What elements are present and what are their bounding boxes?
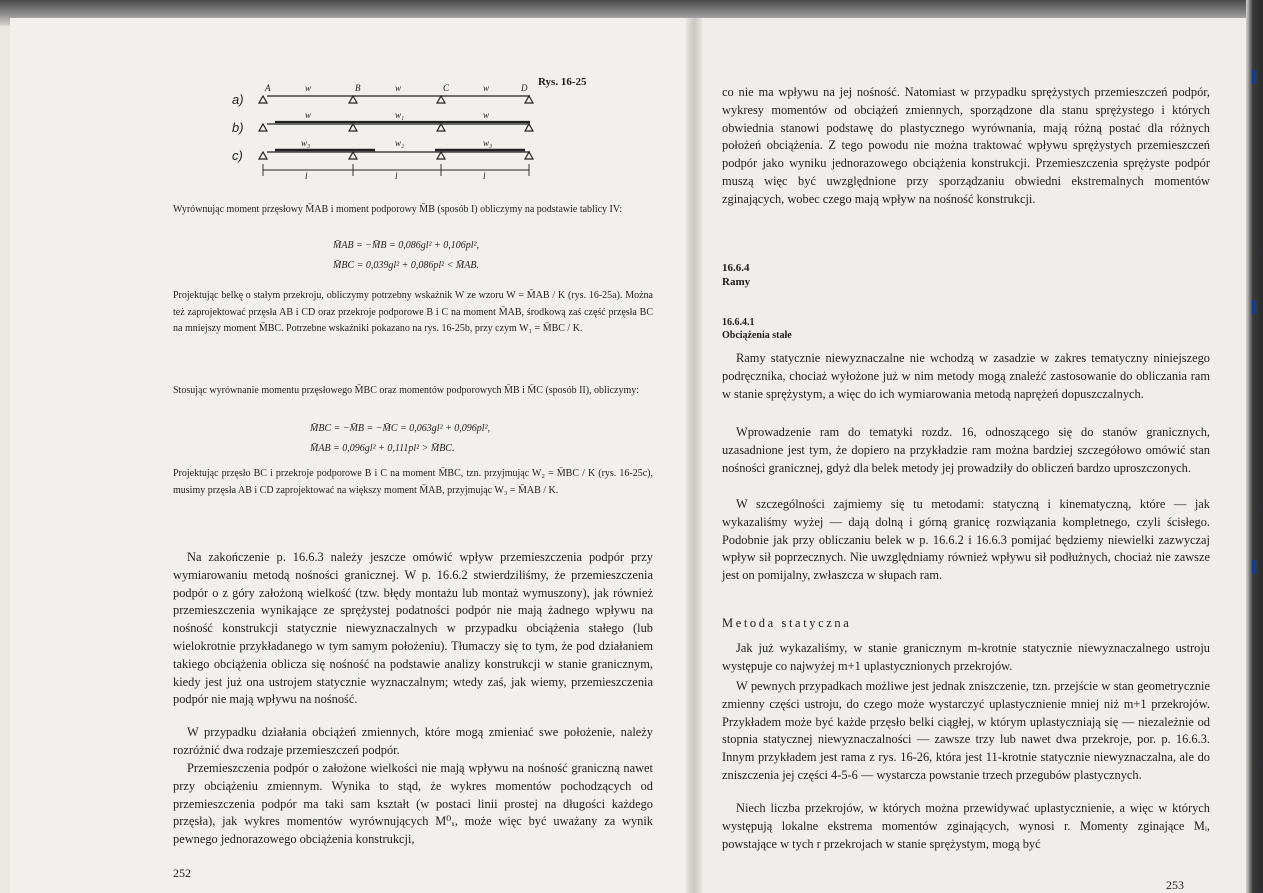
edge-marker [1252,560,1257,574]
support-label: C [443,83,450,93]
paragraph: W pewnych przypadkach możliwe jest jednak zniszczenie, tzn. przejście w stan geometrycznie zmienny części ustroju, do czego może wystarczyć uplastycznienie mniej niż m+1 przekrojów. Przykładem może być każde przęsło belki ciągłej, w którym uplastyczniają się — niezależnie od stopnia statycznej niewyznaczalności — zawsze trzy lub nawet dwa przekroje, por. p. 16.6.3. Innym przykładem jest rama z rys. 16-26, która jest 11-krotnie statycznie niewyznaczalna, ale do zniszczenia jej części 4-5-6 — wystarcza powstanie trzech przegubów plastycznych. [722,679,1210,782]
row-label: a) [232,92,244,107]
paragraph: Niech liczba przekrojów, w których można przewidywać uplastycznienie, a więc w których występują lokalne ekstrema momentów zginających, wynosi r. Momenty zginające Mᵢ, powstające w tych r przekrojach w stanie sprężystym, mogą być [722,801,1210,851]
row-label: b) [232,120,244,135]
formula: M̄BC = 0,039gl² + 0,086pl² < M̄AB. [333,260,479,271]
edge-marker [1252,70,1257,84]
load-label: w [483,83,490,93]
load-label: w [483,110,490,120]
load-label: w [305,110,312,120]
row-label: c) [232,148,243,163]
section-title: Ramy [722,276,751,288]
paragraph: co nie ma wpływu na jej nośność. Natomiast w przypadku sprężystych przemieszczeń podpór, wykresy momentów od obciążeń zmiennych, sporządzone dla stanu sprężystego i których obwiednia stanowi podstawę do plastycznego wyrównania, mają różną postać dla różnych położeń obciążenia. Z tego powodu nie można traktować wpływu sprężystych przemieszczeń podpór jako wyniku jednorazowego obciążenia konstrukcji. Przemieszczenia sprężyste podpór muszą więc być uwzględnione przy sporządzaniu obwiedni ekstremalnych momentów zginających, wobec czego mają wpływ na nośność konstrukcji. [722,85,1210,206]
load-label: w₂ [395,138,405,148]
page-number: 253 [1166,878,1184,892]
formula: M̄AB = −M̄B = 0,086gl² + 0,106pl², [333,240,480,251]
load-label: w [395,83,402,93]
load-label: w₃ [301,138,311,148]
page-edge [1246,0,1263,893]
subsection-title: Obciążenia stałe [722,330,792,341]
paragraph: Wprowadzenie ram do tematyki rozdz. 16, odnoszącego się do stanów granicznych, uzasadnione jest tym, że dopiero na przykładzie ram można bardziej szczegółowo omówić stan nośności granicznej, gdyż dla belek metody jej prowadziły do obliczeń bardzo uproszczonych. [722,425,1210,475]
formula: M̄BC = −M̄B = −M̄C = 0,063gl² + 0,096pl², [310,423,491,434]
paragraph: Projektując przęsło BC i przekroje podporowe B i C na moment M̄BC, tzn. przyjmując W₂ = M̄BC / K (rys. 16-25c), musimy przęsła AB i CD zaprojektować na większy moment M̄AB, przyjmując W₃ = M̄AB / K. [173,468,653,496]
load-label: w₁ [395,110,405,120]
book-gutter [686,18,702,893]
paragraph: Ramy statycznie niewyznaczalne nie wchodzą w zasadzie w zakres tematyczny niniejszego podręcznika, chociaż wyłożone już w nim metody mogą znaleźć zastosowanie do obliczania ram w stanie sprężystym, a więc do ich wymiarowania metodą naprężeń dopuszczalnych. [722,351,1210,401]
method-heading: Metoda statyczna [722,616,852,630]
paragraph: W szczególności zajmiemy się tu metodami: statyczną i kinematyczną, które — jak wykazaliśmy wyżej — dają dolną i górną granicę rozwiązania kompletnego, czyli ścisłego. Podobnie jak przy obliczaniu belek w p. 16.6.2 i 16.6.3 pomijać będziemy niewielki zazwyczaj wpływ sił poprzecznych. Nie uwzględniamy również wpływu sił podłużnych, chociaż nie zawsze jest on pomijalny, zwłaszcza w słupach ram. [722,497,1210,583]
intro-paragraph: Wyrównując moment przęsłowy M̄AB i moment podporowy M̄B (sposób I) obliczymy na podstawie tablicy IV: [173,204,623,215]
span-label: l [395,171,398,181]
paragraph: Stosując wyrównanie momentu przęsłowego M̄BC oraz momentów podporowych M̄B i M̄C (sposób II), obliczymy: [173,385,640,396]
support-label: A [265,83,271,93]
edge-marker [1252,300,1257,314]
support-label: D [521,83,528,93]
support-label: B [355,83,361,93]
page-number: 252 [173,866,191,880]
span-label: l [305,171,308,181]
paragraph: W przypadku działania obciążeń zmiennych, które mogą zmieniać swe położenie, należy rozróżnić dwa rodzaje przemieszczeń podpór. [173,725,653,757]
paragraph: Projektując belkę o stałym przekroju, obliczymy potrzebny wskaźnik W ze wzoru W = M̄AB / K (rys. 16-25a). Można też zaprojektować przęsła AB i CD oraz przekroje podporowe B i C na moment M̄AB, środkową zaś część przęsła BC na mniejszy moment M̄BC. Potrzebne wskaźniki pokazano na rys. 16-25b, przy czym W₁ = M̄BC / K. [173,290,653,334]
paragraph: Przemieszczenia podpór o założone wielkości nie mają wpływu na nośność graniczną nawet przy obciążeniu zmiennym. Wynika to stąd, że wykres momentów pochodzących od przemieszczenia podpór ma taki sam kształt (w postaci linii prostej na długości każdego przęsła), jak wykres momentów wyrównujących M⁰ₓ, może więc być uważany za wynik pewnego jednorazowego obciążenia konstrukcji, [173,761,653,847]
beam-diagram [245,78,545,182]
section-number: 16.6.4 [722,262,750,274]
load-label: w [305,83,312,93]
figure-caption: Rys. 16-25 [538,76,587,88]
formula: M̄AB = 0,096gl² + 0,111pl² > M̄BC. [310,443,455,454]
subsection-number: 16.6.4.1 [722,317,755,328]
paragraph: Na zakończenie p. 16.6.3 należy jeszcze omówić wpływ przemieszczenia podpór przy wymiarowaniu metodą nośności granicznej. W p. 16.6.2 stwierdziliśmy, że przemieszczenia podpór o z góry założoną wielkość (tzw. błędy montażu lub montaż wymuszony), jak również przemieszczenia wynikające ze sprężystej podatności podpór nie mają żadnego wpływu na nośność konstrukcji statycznie niewyznaczalnych w przypadku obciążenia stałego (lub wielokrotnie przykładanego w tym samym położeniu). Tłumaczy się to tym, że pod działaniem takiego obciążenia oblicza się nośność na podstawie analizy konstrukcji w stanie granicznym, kiedy jest już ona ustrojem statycznie wyznaczalnym; wtedy zaś, jak wiemy, przemieszczenia podpór nie mają wpływu na nośność. [173,550,653,707]
load-label: w₃ [483,138,493,148]
span-label: l [483,171,486,181]
paragraph: Jak już wykazaliśmy, w stanie granicznym m-krotnie statycznie niewyznaczalnego ustroju występuje co najwyżej m+1 uplastycznionych przekrojów. [722,641,1210,673]
